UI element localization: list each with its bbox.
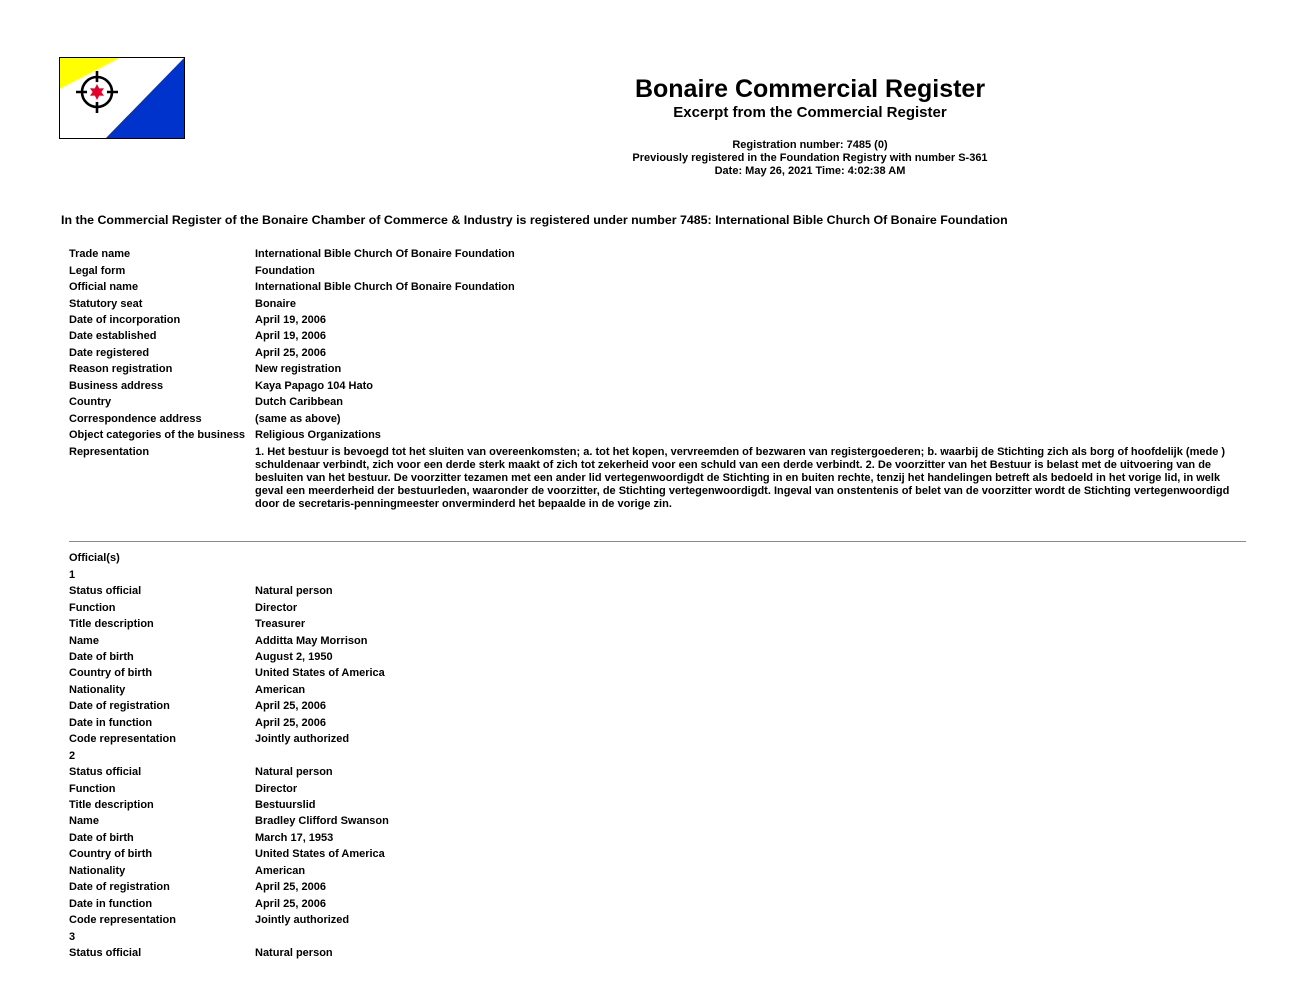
- official-value: Bestuurslid: [255, 799, 316, 811]
- section-divider: [69, 541, 1246, 542]
- official-label: Country of birth: [69, 848, 153, 860]
- registration-intro: In the Commercial Register of the Bonaire Chamber of Commerce & Industry is registered under number 7485: International Bible Church Of Bonaire Foundation: [61, 213, 1008, 227]
- detail-value: Bonaire: [255, 298, 296, 310]
- official-value: Director: [255, 602, 298, 614]
- bonaire-flag: [59, 57, 185, 139]
- detail-label: Object categories of the business: [69, 429, 246, 441]
- official-number: 3: [69, 931, 76, 943]
- officials-heading: Official(s): [69, 552, 120, 564]
- official-value: April 25, 2006: [255, 700, 326, 712]
- official-value: United States of America: [255, 848, 385, 860]
- official-label: Status official: [69, 766, 142, 778]
- official-label: Code representation: [69, 733, 176, 745]
- detail-label: Statutory seat: [69, 298, 143, 310]
- detail-label: Date of incorporation: [69, 314, 181, 326]
- official-label: Code representation: [69, 914, 176, 926]
- official-label: Name: [69, 815, 99, 827]
- official-value: August 2, 1950: [255, 651, 333, 663]
- official-value: April 25, 2006: [255, 881, 326, 893]
- official-value: United States of America: [255, 667, 385, 679]
- official-label: Title description: [69, 799, 154, 811]
- official-value: American: [255, 684, 306, 696]
- official-value: Natural person: [255, 766, 333, 778]
- official-value: American: [255, 865, 306, 877]
- detail-label: Business address: [69, 380, 164, 392]
- official-label: Function: [69, 783, 116, 795]
- official-label: Nationality: [69, 865, 126, 877]
- official-value: Jointly authorized: [255, 914, 350, 926]
- previous-registration: Previously registered in the Foundation Registry with number S-361: [632, 152, 988, 164]
- detail-label: Reason registration: [69, 363, 173, 375]
- official-label: Date of birth: [69, 651, 134, 663]
- representation-text: 1. Het bestuur is bevoegd tot het sluiten van overeenkomsten; a. tot het kopen, vervreemden of bezwaren van registergoederen; b. waarbij de Stichting zich als borg of hoofdelijk (mede ) schuldenaar verbindt, zich voor een derde sterk maakt of zich tot zekerheid voor een schuld van een derde verbindt. 2. De voorzitter van het Bestuur is belast met de uitvoering van de besluiten van het bestuur. De voorzitter tezamen met een ander lid vertegenwoordigdt de Stichting in en buiten rechte, tenzij het handelingen betreft als bedoeld in het vorige lid, in welk geval een meerderheid der bestuurleden, waaronder de voorzitter, de Stichting vertegenwoordigdt. Ingeval van onstentenis of belet van de voorzitter wordt de Stichting vertegenwoordigd door de secretaris-penningmeester onverminderd het bepaalde in de vorige zin.: [255, 446, 1230, 510]
- detail-label: Country: [69, 396, 112, 408]
- official-value: April 25, 2006: [255, 898, 326, 910]
- detail-value: April 19, 2006: [255, 330, 326, 342]
- detail-label: Date registered: [69, 347, 150, 359]
- official-number: 1: [69, 569, 76, 581]
- detail-label: Legal form: [69, 265, 126, 277]
- detail-value: Foundation: [255, 265, 315, 277]
- detail-label: Trade name: [69, 248, 131, 260]
- official-value: Additta May Morrison: [255, 635, 368, 647]
- detail-value: Kaya Papago 104 Hato: [255, 380, 373, 392]
- official-value: Director: [255, 783, 298, 795]
- official-value: Bradley Clifford Swanson: [255, 815, 389, 827]
- detail-label: Official name: [69, 281, 139, 293]
- official-label: Country of birth: [69, 667, 153, 679]
- official-value: March 17, 1953: [255, 832, 334, 844]
- detail-value: International Bible Church Of Bonaire Foundation: [255, 281, 515, 293]
- page-title: Bonaire Commercial Register: [634, 75, 986, 103]
- official-value: Natural person: [255, 585, 333, 597]
- detail-value: April 25, 2006: [255, 347, 326, 359]
- official-label: Date of birth: [69, 832, 134, 844]
- official-label: Nationality: [69, 684, 126, 696]
- registration-meta: [560, 139, 1060, 178]
- official-label: Name: [69, 635, 99, 647]
- detail-value: Religious Organizations: [255, 429, 381, 441]
- official-number: 2: [69, 750, 76, 762]
- detail-value: New registration: [255, 363, 342, 375]
- official-value: Treasurer: [255, 618, 306, 630]
- detail-value: April 19, 2006: [255, 314, 326, 326]
- official-value: Jointly authorized: [255, 733, 350, 745]
- detail-label: Representation: [69, 446, 150, 458]
- official-label: Function: [69, 602, 116, 614]
- detail-label: Date established: [69, 330, 157, 342]
- official-label: Date in function: [69, 717, 153, 729]
- detail-value: (same as above): [255, 413, 341, 425]
- detail-label: Correspondence address: [69, 413, 202, 425]
- official-value: April 25, 2006: [255, 717, 326, 729]
- official-label: Date of registration: [69, 881, 170, 893]
- registration-number: Registration number: 7485 (0): [732, 139, 888, 151]
- official-label: Date in function: [69, 898, 153, 910]
- page-subtitle: Excerpt from the Commercial Register: [673, 104, 947, 121]
- excerpt-datetime: Date: May 26, 2021 Time: 4:02:38 AM: [714, 165, 906, 177]
- official-value: Natural person: [255, 947, 333, 959]
- detail-value: Dutch Caribbean: [255, 396, 344, 408]
- detail-value: International Bible Church Of Bonaire Foundation: [255, 248, 515, 260]
- official-label: Status official: [69, 585, 142, 597]
- official-label: Status official: [69, 947, 142, 959]
- official-label: Title description: [69, 618, 154, 630]
- official-label: Date of registration: [69, 700, 170, 712]
- document-header: [560, 74, 1060, 178]
